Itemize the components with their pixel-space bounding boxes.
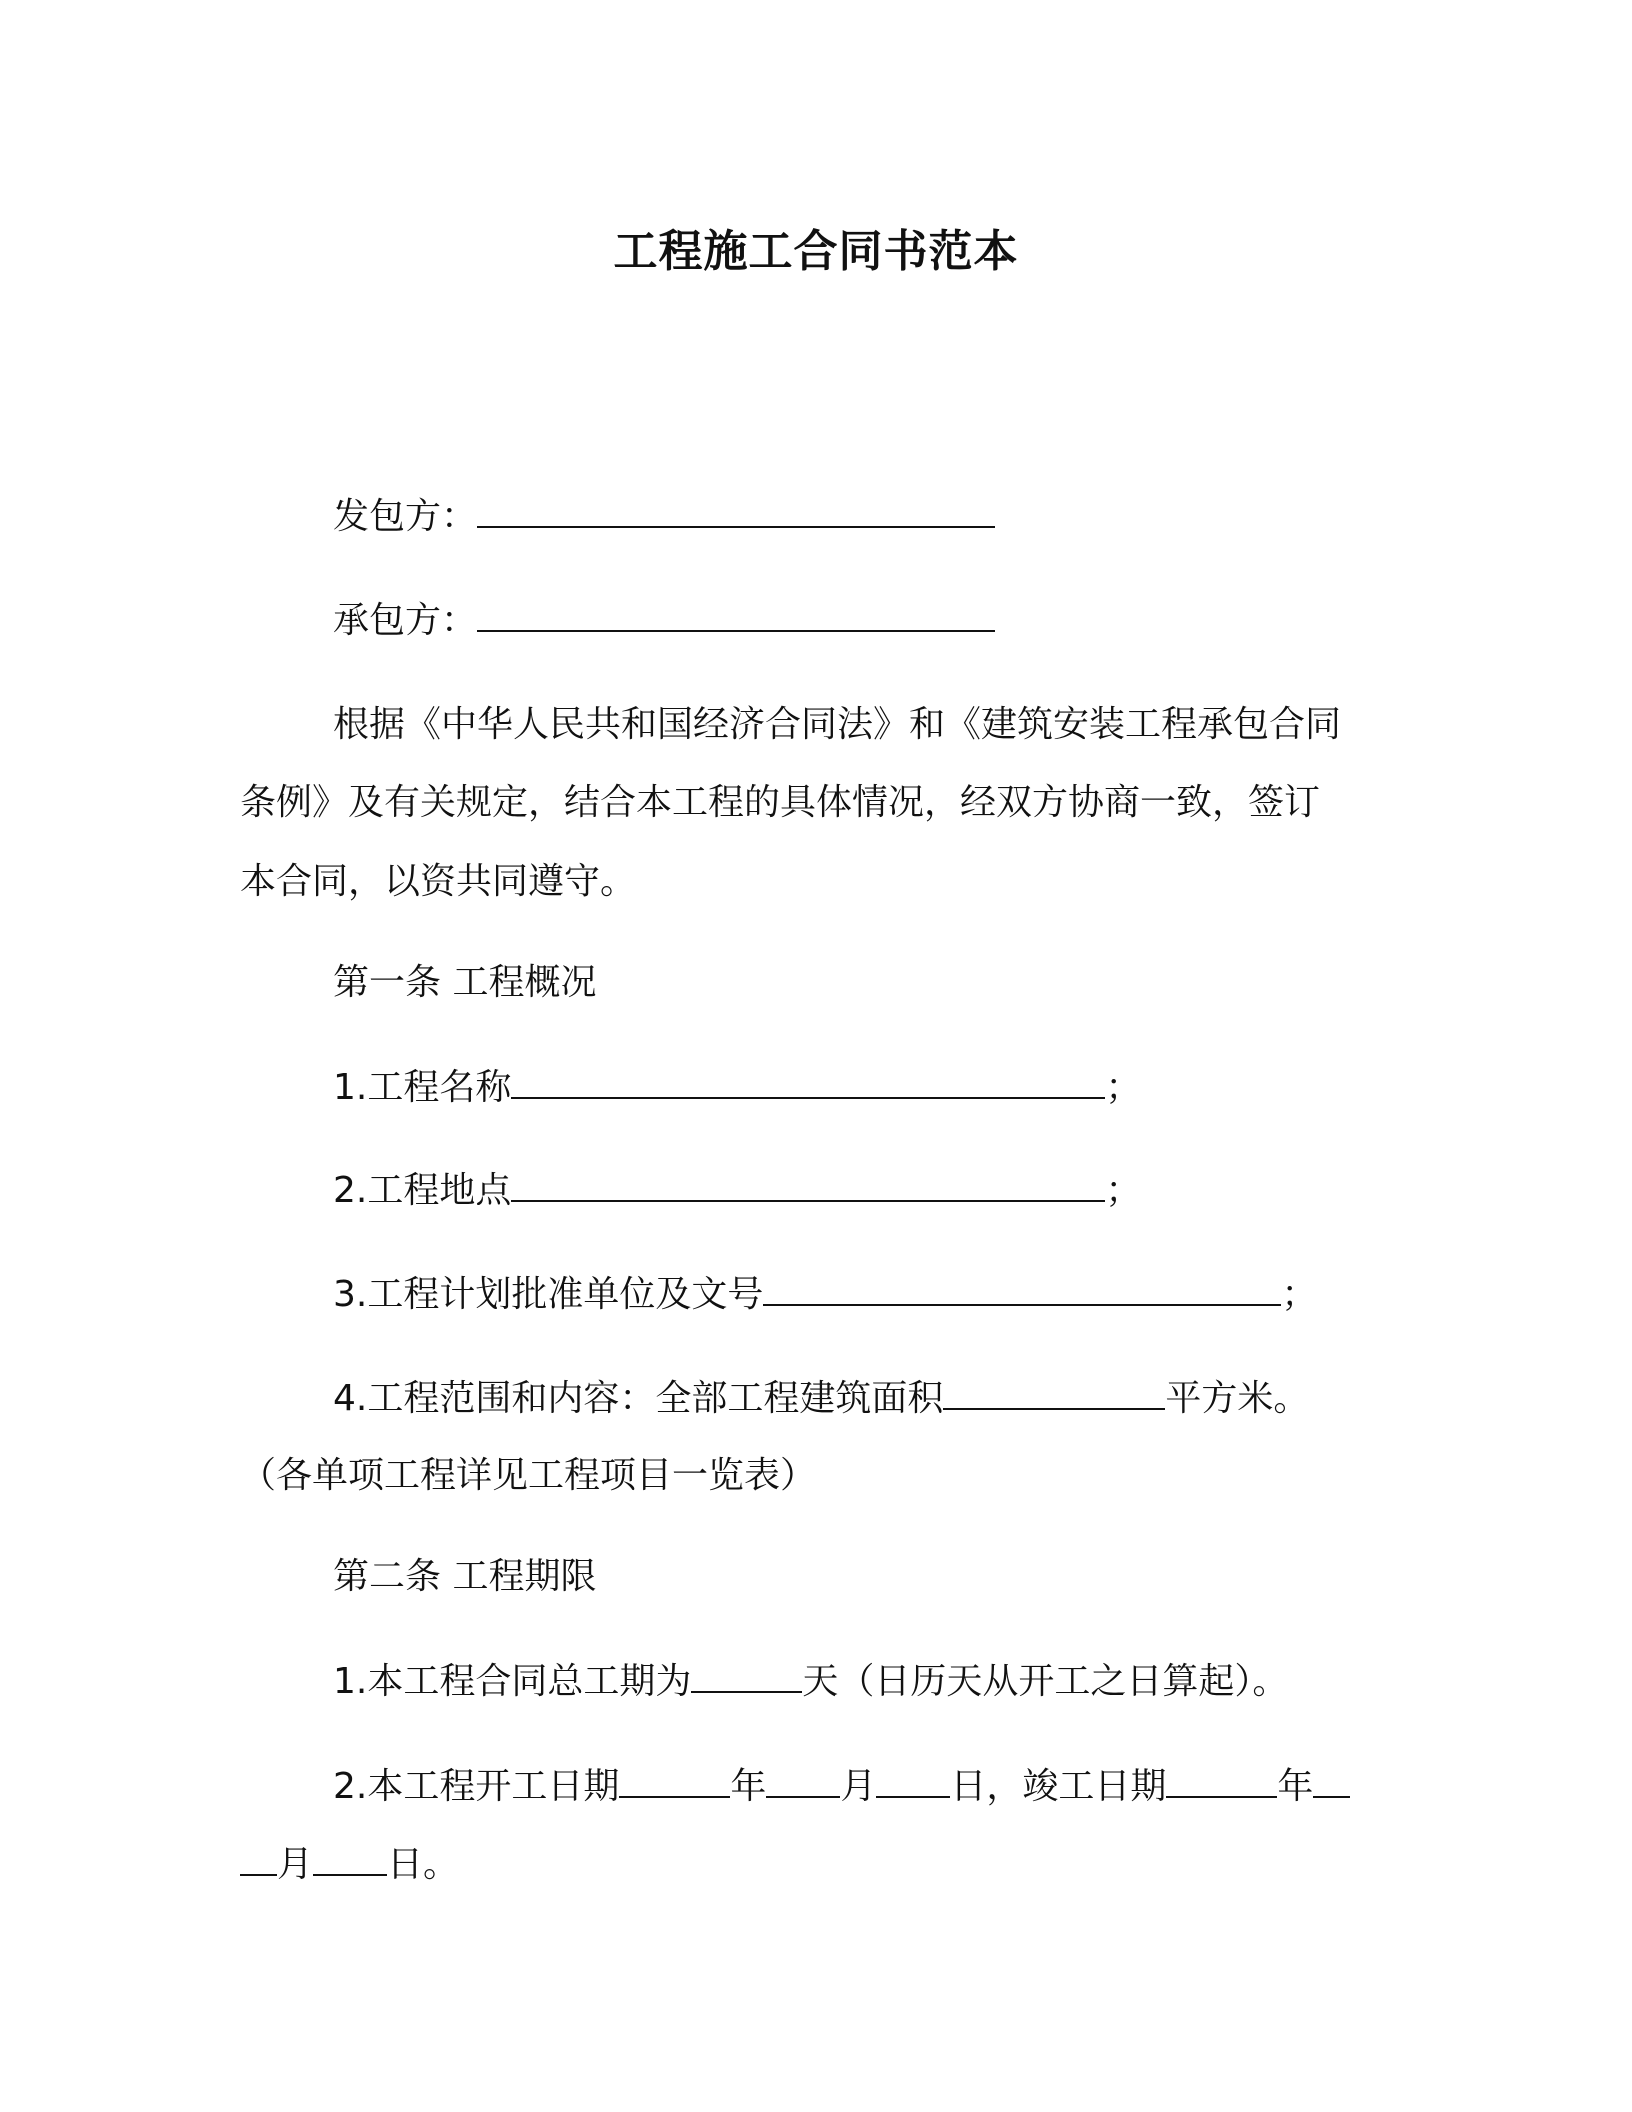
- item-project-name: [333, 1061, 1141, 1113]
- party-a-blank[interactable]: [477, 490, 995, 528]
- party-a-label: 发包方：: [333, 496, 478, 537]
- article-2-heading: 第二条 工程期限: [333, 1556, 597, 1597]
- duration-days-blank[interactable]: [691, 1655, 802, 1693]
- scope-label: 4.工程范围和内容：全部工程建筑面积: [333, 1378, 944, 1419]
- intro-line-2: 条例》及有关规定，结合本工程的具体情况，经双方协商一致，签订: [240, 782, 1321, 823]
- year-label: 年: [1277, 1766, 1314, 1807]
- semicolon: ；: [1105, 1170, 1142, 1211]
- item-project-location: [333, 1164, 1141, 1216]
- year-label: 年: [730, 1766, 767, 1807]
- end-year-blank[interactable]: [1166, 1760, 1277, 1798]
- area-unit: 平方米。: [1165, 1378, 1310, 1419]
- area-blank[interactable]: [943, 1372, 1165, 1410]
- semicolon: ；: [1105, 1067, 1142, 1108]
- end-day-blank[interactable]: [313, 1838, 387, 1876]
- intro-line-1: 根据《中华人民共和国经济合同法》和《建筑安装工程承包合同: [333, 704, 1342, 745]
- item-approval-unit: [333, 1268, 1317, 1320]
- approval-unit-label: 3.工程计划批准单位及文号: [333, 1274, 764, 1315]
- total-duration-suffix: 天（日历天从开工之日算起）。: [802, 1661, 1289, 1702]
- start-year-blank[interactable]: [619, 1760, 730, 1798]
- intro-line-3: 本合同，以资共同遵守。: [240, 861, 637, 902]
- project-name-label: 1.工程名称: [333, 1067, 512, 1108]
- item-total-duration: [333, 1655, 1288, 1707]
- day-end-label: 日。: [387, 1844, 460, 1885]
- item-dates: [333, 1760, 1350, 1812]
- start-month-blank[interactable]: [766, 1760, 840, 1798]
- approval-unit-blank[interactable]: [763, 1268, 1281, 1306]
- party-b-label: 承包方：: [333, 600, 478, 641]
- total-duration-prefix: 1.本工程合同总工期为: [333, 1661, 692, 1702]
- item-scope: [333, 1372, 1309, 1424]
- completion-date-label: 日，竣工日期: [950, 1766, 1167, 1807]
- article-1-heading: 第一条 工程概况: [333, 962, 597, 1003]
- project-location-label: 2.工程地点: [333, 1170, 512, 1211]
- start-day-blank[interactable]: [876, 1760, 950, 1798]
- party-a-line: [333, 490, 995, 542]
- end-month-blank-part1[interactable]: [1313, 1760, 1350, 1798]
- semicolon: ；: [1281, 1274, 1318, 1315]
- project-name-blank[interactable]: [511, 1061, 1105, 1099]
- month-label: 月: [277, 1844, 314, 1885]
- start-date-label: 2.本工程开工日期: [333, 1766, 620, 1807]
- month-label: 月: [840, 1766, 877, 1807]
- party-b-blank[interactable]: [477, 594, 995, 632]
- end-month-blank-part2[interactable]: [240, 1838, 277, 1876]
- scope-note: （各单项工程详见工程项目一览表）: [240, 1455, 817, 1496]
- party-b-line: [333, 594, 995, 646]
- document-title: 工程施工合同书范本: [613, 226, 1019, 277]
- project-location-blank[interactable]: [511, 1164, 1105, 1202]
- item-dates-continued: [240, 1838, 459, 1890]
